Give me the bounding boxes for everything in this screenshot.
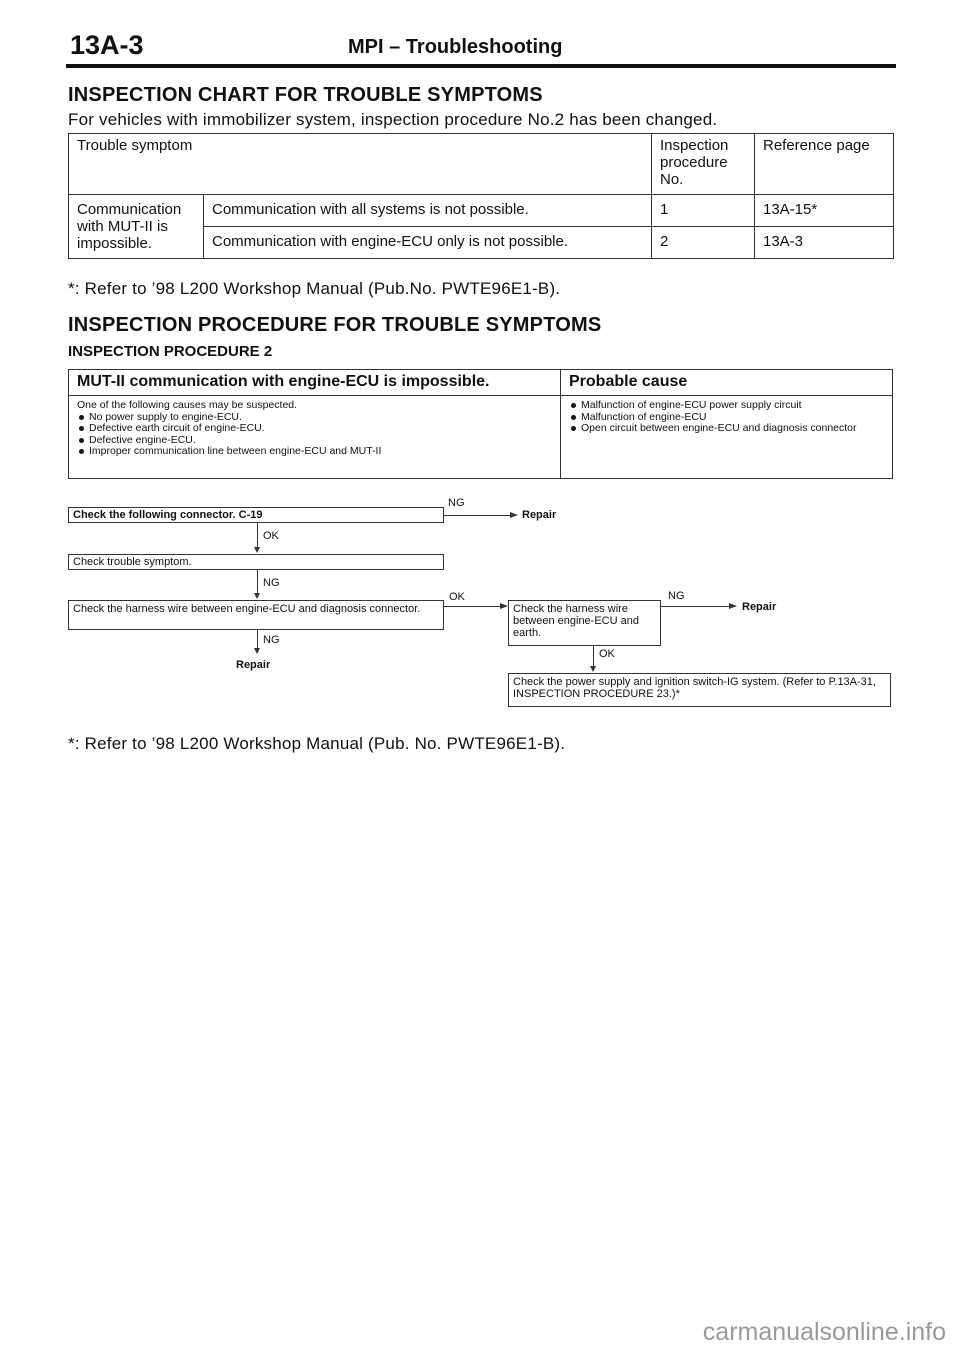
group-label: Communication with MUT-II is impossible. [69,195,204,259]
list-item: Defective earth circuit of engine-ECU. [77,423,552,435]
symptom-list [77,412,552,458]
row-reference: 13A-15* [755,195,894,227]
table-row [69,195,894,227]
flow-step-check-power-supply: Check the power supply and ignition switch-IG system. (Refer to P.13A-31, INSPECTION PROCEDURE 23.)* [508,673,891,707]
flow-label-ok: OK [449,591,465,603]
cause-body [561,396,892,439]
cause-list [569,400,884,435]
arrow-down-icon [254,648,260,654]
inspection-chart-table [68,133,894,259]
flow-label-ng: NG [668,590,685,602]
arrow-down-icon [254,547,260,553]
footnote-1: *: Refer to ’98 L200 Workshop Manual (Pub.No. PWTE96E1-B). [68,279,561,298]
list-item: Open circuit between engine-ECU and diagnosis connector [569,423,884,435]
arrow-right-icon [729,603,737,609]
symptom-column [69,370,561,478]
symptom-intro: One of the following causes may be suspected. [77,399,298,411]
table-header-row [69,134,894,195]
symptom-header: MUT-II communication with engine-ECU is impossible. [69,370,560,396]
cause-column [561,370,892,478]
chart-title: INSPECTION CHART FOR TROUBLE SYMPTOMS [68,84,543,106]
list-item: No power supply to engine-ECU. [77,412,552,424]
flow-connector [444,515,512,516]
list-item: Improper communication line between engine-ECU and MUT-II [77,446,552,458]
watermark: carmanualsonline.info [702,1318,946,1346]
flow-connector [661,606,731,607]
flow-step-check-harness-earth: Check the harness wire between engine-ECU and earth. [508,600,661,646]
flow-repair-1: Repair [522,509,557,521]
list-item: Malfunction of engine-ECU power supply circuit [569,400,884,412]
procedure-subtitle: INSPECTION PROCEDURE 2 [68,343,273,360]
row-detail: Communication with engine-ECU only is not possible. [204,227,652,259]
section-title: MPI – Troubleshooting [348,36,563,58]
arrow-down-icon [254,593,260,599]
header-reference-page: Reference page [755,134,894,195]
flow-step-check-symptom: Check trouble symptom. [68,554,444,570]
row-procedure: 2 [652,227,755,259]
flow-repair-3: Repair [742,601,777,613]
symptom-body [69,396,560,462]
cause-header: Probable cause [561,370,892,396]
flow-label-ng: NG [263,577,280,589]
flow-label-ok: OK [263,530,279,542]
list-item: Defective engine-ECU. [77,435,552,447]
flow-repair-2: Repair [236,659,271,671]
row-reference: 13A-3 [755,227,894,259]
flow-label-ng: NG [448,497,465,509]
flow-step-check-harness-diag: Check the harness wire between engine-ECU and diagnosis connector. [68,600,444,630]
row-procedure: 1 [652,195,755,227]
arrow-right-icon [510,512,518,518]
chart-note: For vehicles with immobilizer system, inspection procedure No.2 has been changed. [68,110,718,129]
procedure-title: INSPECTION PROCEDURE FOR TROUBLE SYMPTOMS [68,314,602,336]
page-number: 13A-3 [70,30,144,60]
list-item: Malfunction of engine-ECU [569,412,884,424]
row-detail: Communication with all systems is not possible. [204,195,652,227]
flow-connector [444,606,502,607]
flow-label-ng: NG [263,634,280,646]
arrow-down-icon [590,666,596,672]
procedure-box [68,369,893,479]
flow-label-ok: OK [599,648,615,660]
flow-step-check-connector: Check the following connector. C-19 [68,507,444,523]
header-trouble-symptom: Trouble symptom [69,134,652,195]
arrow-right-icon [500,603,508,609]
header-procedure-no: Inspection procedure No. [652,134,755,195]
page-header [66,30,896,68]
footnote-2: *: Refer to ’98 L200 Workshop Manual (Pub. No. PWTE96E1-B). [68,734,566,753]
